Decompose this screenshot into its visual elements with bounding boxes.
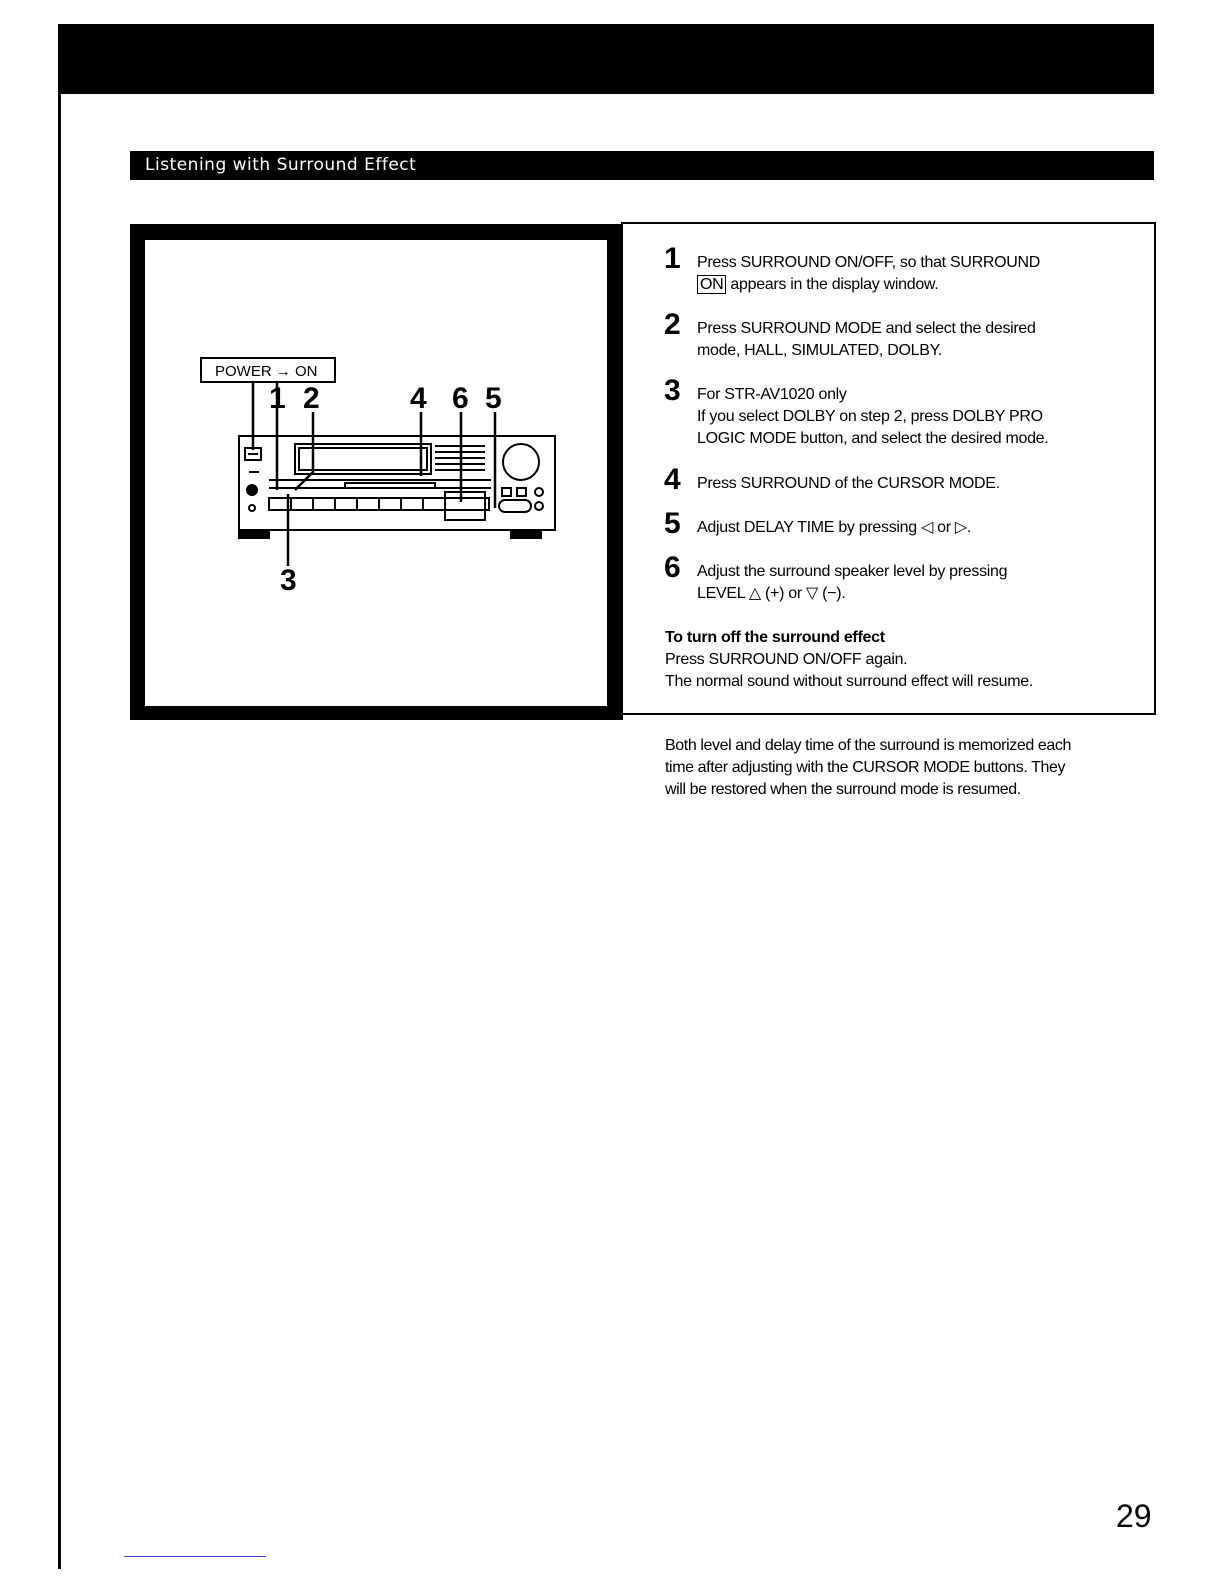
step-text: If you select DOLBY on step 2, press DOLBY PRO [697, 408, 1043, 425]
callout-5: 5 [485, 382, 502, 415]
note-text: Both level and delay time of the surround is memorized each [665, 737, 1071, 754]
step-text: Adjust DELAY TIME by pressing ◁ or ▷. [697, 519, 972, 536]
step-6 [664, 551, 1134, 605]
step-number: 4 [664, 463, 681, 496]
step-5 [664, 507, 1134, 540]
step-text: LEVEL △ (+) or ▽ (−). [697, 585, 846, 602]
step-text: Press SURROUND MODE and select the desired [697, 320, 1036, 337]
turn-off-section [665, 627, 1145, 693]
power-label: POWER → ON [215, 363, 318, 380]
step-text: appears in the display window. [730, 276, 939, 293]
step-text: mode, HALL, SIMULATED, DOLBY. [697, 342, 943, 359]
receiver-body [239, 436, 555, 538]
note-text: will be restored when the surround mode is resumed. [665, 781, 1021, 798]
step-number: 6 [664, 551, 681, 584]
step-2 [664, 308, 1134, 362]
step-text: LOGIC MODE button, and select the desired mode. [697, 430, 1049, 447]
callout-4: 4 [410, 382, 427, 415]
bottom-rule [124, 1556, 266, 1557]
step-1 [664, 242, 1134, 296]
note-text: time after adjusting with the CURSOR MODE buttons. They [665, 759, 1066, 776]
turn-off-text: The normal sound without surround effect will resume. [665, 673, 1033, 690]
step-3 [664, 374, 1134, 450]
step-number: 3 [664, 374, 681, 407]
callout-1: 1 [269, 382, 286, 415]
memory-note [665, 735, 1160, 801]
step-text: Press SURROUND of the CURSOR MODE. [697, 475, 1000, 492]
on-indicator: ON [697, 275, 726, 294]
callout-3: 3 [280, 564, 297, 597]
header-bar [58, 24, 1154, 94]
section-title: Listening with Surround Effect [145, 155, 417, 175]
step-text: Adjust the surround speaker level by pressing [697, 563, 1008, 580]
left-margin-rule [58, 24, 61, 1569]
step-number: 2 [664, 308, 681, 341]
step-text: Press SURROUND ON/OFF, so that SURROUND [697, 254, 1041, 271]
callout-6: 6 [452, 382, 469, 415]
receiver-illustration [145, 240, 607, 706]
page-number: 29 [1116, 1498, 1152, 1534]
step-number: 5 [664, 507, 681, 540]
callout-2: 2 [303, 382, 320, 415]
step-text: For STR-AV1020 only [697, 386, 847, 403]
turn-off-text: Press SURROUND ON/OFF again. [665, 651, 908, 668]
step-number: 1 [664, 242, 681, 275]
step-4 [664, 463, 1134, 496]
turn-off-heading: To turn off the surround effect [665, 629, 885, 646]
